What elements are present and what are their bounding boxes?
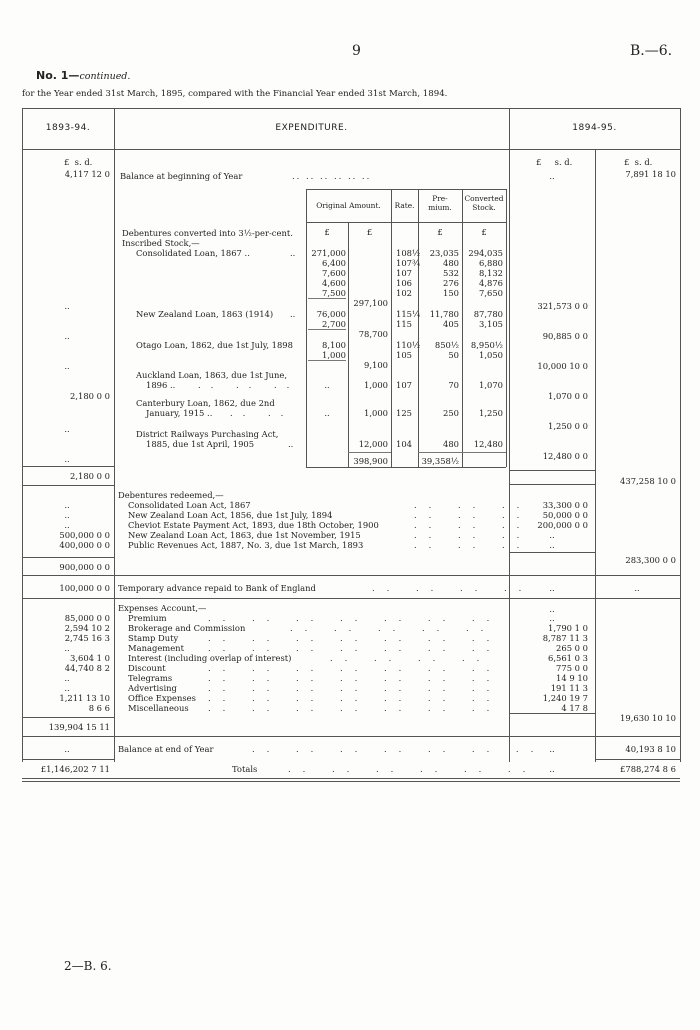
lsd-left: [64, 158, 92, 166]
converted-stock: 8,132: [479, 268, 503, 278]
table-subtitle: for the Year ended 31st March, 1895, compared with the Financial Year ended 31st March, 1894.: [22, 89, 448, 99]
list-item-left: ..: [64, 520, 70, 530]
loan-consolidated-label: Consolidated Loan, 1867 ..: [136, 248, 250, 258]
orig-amount: 271,000: [311, 248, 346, 258]
leader-dots: .. .. .. ..: [330, 653, 492, 663]
loan-auckland-label: Auckland Loan, 1863, due 1st June,: [136, 370, 288, 380]
lsd-pound: £: [624, 157, 630, 167]
list-item: Telegrams: [128, 673, 173, 683]
premium-grand: 39,358½: [421, 456, 459, 466]
converted-stock: 8,950½: [470, 340, 503, 350]
consolidated-total: 321,573 0 0: [537, 301, 588, 311]
list-item-right: 1,790 1 0: [548, 623, 588, 633]
rate: 110½: [396, 340, 421, 350]
leader-dots: .. ..: [230, 408, 294, 418]
lsd-pound: £: [536, 157, 542, 167]
redeemed-right-total: 283,300 0 0: [625, 555, 676, 565]
premium: 850½: [434, 340, 459, 350]
list-item-left: 44,740 8 2: [64, 663, 110, 673]
subtotal-amount: 12,000: [358, 439, 388, 449]
list-item-right: 50,000 0 0: [542, 510, 588, 520]
converted-stock: 1,070: [479, 380, 503, 390]
rule-top: [22, 108, 680, 109]
rule: [22, 575, 680, 576]
list-item-right: ..: [549, 530, 555, 540]
lsd-mid: [536, 158, 572, 166]
list-item-right: 14 9 10: [556, 673, 588, 683]
orig-amount: 6,400: [322, 258, 346, 268]
debentures-intro: Debentures converted into 3½-per-cent.: [122, 228, 293, 238]
sub-rule-inner: [348, 222, 349, 467]
leader-dots: .. .. .. .. .. .. ..: [208, 613, 502, 623]
grand-total-mid: ..: [549, 764, 555, 774]
leader-dots: ..: [288, 439, 294, 449]
sub-underline: [308, 360, 346, 361]
list-item: Discount: [128, 663, 166, 673]
list-item-left: 1,211 13 10: [59, 693, 110, 703]
orig-amount: 76,000: [316, 309, 346, 319]
list-item: Premium: [128, 613, 167, 623]
list-item-right: 1,240 19 7: [542, 693, 588, 703]
leader-dots: ..: [290, 309, 296, 319]
lsd-right: [624, 158, 652, 166]
opening-mid: ..: [549, 171, 555, 181]
list-item-left: 8 6 6: [88, 703, 110, 713]
leader-dots: .. .. .. .. .. ..: [292, 171, 372, 181]
list-item-left: ..: [64, 683, 70, 693]
otago-total: 10,000 10 0: [537, 361, 588, 371]
closing-mid: ..: [549, 744, 555, 754]
table-number: [36, 70, 130, 82]
leader-dots: ..: [290, 248, 296, 258]
rule: [22, 598, 680, 599]
list-item-right: 6,561 0 3: [548, 653, 588, 663]
expenses-right-total: 19,630 10 10: [620, 713, 676, 723]
subtotal-grand: 398,900: [353, 456, 388, 466]
loan-nz-label: New Zealand Loan, 1863 (1914): [136, 309, 274, 319]
list-item-left: 3,604 1 0: [70, 653, 110, 663]
sub-head-original: Original Amount.: [316, 201, 381, 210]
sub-rule-top: [306, 189, 506, 190]
lsd-pence: d.: [564, 157, 573, 167]
list-item-right: 8,787 11 3: [542, 633, 588, 643]
lsd-pence: d.: [84, 157, 93, 167]
left-empty: ..: [64, 301, 70, 311]
closing-label: Balance at end of Year: [118, 744, 214, 754]
rule: [509, 713, 595, 714]
leader-dots: .. .. ..: [414, 510, 532, 520]
document-code: B.—6.: [630, 43, 673, 59]
converted-stock: 3,105: [479, 319, 503, 329]
sub-pound: £: [481, 227, 487, 237]
sub-pound: £: [366, 227, 373, 237]
rule: [22, 717, 114, 718]
leader-dots: .. .. .. .. .. .. ..: [208, 673, 502, 683]
converted-stock: 12,480: [473, 439, 503, 449]
grand-total-label: Totals: [232, 764, 258, 774]
rate: 107: [396, 268, 412, 278]
sub-rule-bottom: [306, 467, 506, 468]
list-item-right: ..: [549, 613, 555, 623]
premium: 70: [448, 380, 459, 390]
list-item-left: 500,000 0 0: [59, 530, 110, 540]
list-item: Consolidated Loan Act, 1867: [128, 500, 251, 510]
converted-stock: 6,880: [479, 258, 503, 268]
footer-code: 2—B. 6.: [64, 959, 112, 973]
empty-cell: ..: [324, 380, 330, 390]
opening-label: Balance at beginning of Year: [120, 171, 243, 181]
grand-total-left: £1,146,202 7 11: [40, 764, 110, 774]
page-number: 9: [352, 43, 361, 59]
sub-head-rate: Rate.: [394, 201, 415, 210]
auckland-total: 1,070 0 0: [548, 391, 588, 401]
sub-underline: [308, 329, 346, 330]
orig-amount: 8,100: [322, 340, 346, 350]
rate: 125: [396, 408, 412, 418]
converted-stock: 7,650: [479, 288, 503, 298]
leader-dots: .. .. ..: [414, 500, 532, 510]
converted-stock: 1,250: [479, 408, 503, 418]
converted-stock: 87,780: [473, 309, 503, 319]
list-item: Advertising: [128, 683, 177, 693]
left-empty: ..: [64, 331, 70, 341]
sub-rule-e: [506, 189, 507, 467]
converted-stock: 1,050: [479, 350, 503, 360]
rule: [22, 557, 114, 558]
rule: [509, 484, 595, 485]
sub-head-premium: Pre- mium.: [428, 194, 452, 212]
list-item-right: 200,000 0 0: [537, 520, 588, 530]
premium: 532: [443, 268, 459, 278]
rule: [22, 485, 114, 486]
lsd-pound: £: [64, 157, 70, 167]
list-item: Miscellaneous: [128, 703, 189, 713]
sub-pound: £: [437, 227, 443, 237]
opening-left: 4,117 12 0: [64, 169, 110, 179]
subtotal-amount: 9,100: [364, 360, 388, 370]
sub-pound: £: [324, 227, 330, 237]
rate: 106: [396, 278, 412, 288]
leader-dots: .. .. .. .. .. ..: [288, 764, 538, 774]
lsd-shilling: s.: [554, 157, 562, 167]
leader-dots: .. .. ..: [414, 530, 532, 540]
list-item: Public Revenues Act, 1887, No. 3, due 1st March, 1893: [128, 540, 364, 550]
sub-underline: [308, 298, 346, 299]
rule-col3: [595, 150, 596, 762]
list-item-right: 33,300 0 0: [542, 500, 588, 510]
leader-dots: .. .. .. .. ..: [290, 623, 496, 633]
expenses-heading: Expenses Account,—: [118, 603, 207, 613]
rule-bottom: [22, 778, 680, 779]
rate: 115: [396, 319, 412, 329]
leader-dots: .. .. .. .. .. .. ..: [208, 633, 502, 643]
leader-dots: .. .. .. ..: [372, 583, 534, 593]
orig-amount: 2,700: [322, 319, 346, 329]
district-total: 12,480 0 0: [542, 451, 588, 461]
redeemed-heading: Debentures redeemed,—: [118, 490, 224, 500]
list-item: Brokerage and Commission: [128, 623, 246, 633]
list-item-left: 2,594 10 2: [64, 623, 110, 633]
leader-dots: .. .. ..: [414, 520, 532, 530]
rate: 107¾: [396, 258, 421, 268]
leader-dots: .. .. ..: [198, 380, 300, 390]
list-item-left: ..: [64, 510, 70, 520]
expenses-left-total: 139,904 15 11: [48, 722, 110, 732]
loan-district-label: District Railways Purchasing Act,: [136, 429, 279, 439]
closing-right: 40,193 8 10: [625, 744, 676, 754]
premium: 50: [448, 350, 459, 360]
list-item-right: 191 11 3: [550, 683, 588, 693]
sub-rule-b: [391, 189, 392, 467]
left-empty: ..: [64, 454, 70, 464]
sub-head-converted: Converted Stock.: [464, 194, 504, 212]
premium: 405: [443, 319, 459, 329]
rule-col2: [509, 108, 510, 762]
orig-amount: 7,500: [322, 288, 346, 298]
empty-cell: ..: [324, 408, 330, 418]
list-item-left: ..: [64, 673, 70, 683]
list-item-left: 2,745 16 3: [64, 633, 110, 643]
table-number-label: No. 1—: [36, 69, 80, 82]
leader-dots: .. .. .. .. .. .. ..: [252, 744, 546, 754]
rule: [595, 759, 680, 760]
premium: 11,780: [429, 309, 459, 319]
temporary-mid: ..: [549, 583, 555, 593]
rule: [22, 466, 114, 467]
col-heading-expenditure: EXPENDITURE.: [275, 123, 348, 133]
canterbury-total: 1,250 0 0: [548, 421, 588, 431]
sub-rule-header: [306, 222, 506, 223]
leader-dots: .. .. .. .. .. .. ..: [208, 663, 502, 673]
closing-left: ..: [64, 744, 70, 754]
rule: [22, 759, 114, 760]
grand-total-right: £788,274 8 6: [620, 764, 676, 774]
sub-underline: [348, 452, 391, 453]
loan-canterbury-label: January, 1915 ..: [146, 408, 213, 418]
premium: 480: [443, 439, 459, 449]
premium: 480: [443, 258, 459, 268]
rate: 115¼: [396, 309, 421, 319]
temporary-right: ..: [634, 583, 640, 593]
right-empty: ..: [549, 604, 555, 614]
rule-header: [22, 149, 680, 150]
col-heading-1894: 1894-95.: [572, 123, 617, 133]
rule-col1: [114, 108, 115, 762]
rate: 107: [396, 380, 412, 390]
redeemed-left-total: 900,000 0 0: [59, 562, 110, 572]
temporary-left: 100,000 0 0: [59, 583, 110, 593]
converted-stock: 4,876: [479, 278, 503, 288]
debentures-right-total: 437,258 10 0: [620, 476, 676, 486]
premium: 150: [443, 288, 459, 298]
sub-underline: [418, 452, 506, 453]
leader-dots: .. .. .. .. .. .. ..: [208, 693, 502, 703]
list-item-left: ..: [64, 643, 70, 653]
loan-auckland-label: 1896 ..: [146, 380, 176, 390]
list-item-left: 400,000 0 0: [59, 540, 110, 550]
rule: [509, 470, 595, 471]
list-item-left: 85,000 0 0: [64, 613, 110, 623]
loan-otago-label: Otago Loan, 1862, due 1st July, 1898: [136, 340, 293, 350]
leader-dots: .. .. .. .. .. .. ..: [208, 643, 502, 653]
leader-dots: .. .. ..: [414, 540, 532, 550]
list-item-right: 265 0 0: [556, 643, 588, 653]
opening-right: 7,891 18 10: [625, 169, 676, 179]
converted-stock: 294,035: [468, 248, 503, 258]
orig-amount: 1,000: [322, 350, 346, 360]
debentures-left-total: 2,180 0 0: [70, 471, 110, 481]
subtotal-amount: 78,700: [358, 329, 388, 339]
rule-bottom-double: [22, 781, 680, 782]
rule-right: [680, 108, 681, 762]
list-item: New Zealand Loan Act, 1856, due 1st July, 1894: [128, 510, 333, 520]
left-empty: ..: [64, 424, 70, 434]
list-item: New Zealand Loan Act, 1863, due 1st November, 1915: [128, 530, 361, 540]
continued-label: continued.: [79, 71, 131, 82]
list-item: Office Expenses: [128, 693, 196, 703]
premium: 250: [443, 408, 459, 418]
rate: 105: [396, 350, 412, 360]
rule-left: [22, 108, 23, 762]
temporary-label: Temporary advance repaid to Bank of England: [118, 583, 316, 593]
nz-loan-total: 90,885 0 0: [542, 331, 588, 341]
lsd-pence: d.: [644, 157, 653, 167]
rule: [509, 552, 595, 553]
list-item-left: ..: [64, 500, 70, 510]
rule: [22, 736, 680, 737]
subtotal-amount: 1,000: [364, 380, 388, 390]
list-item: Management: [128, 643, 184, 653]
orig-amount: 4,600: [322, 278, 346, 288]
list-item: Interest (including overlap of interest): [128, 653, 292, 663]
orig-amount: 7,600: [322, 268, 346, 278]
debentures-intro: Inscribed Stock,—: [122, 238, 200, 248]
premium: 276: [443, 278, 459, 288]
col-heading-1893: 1893-94.: [45, 123, 91, 133]
leader-dots: .. .. .. .. .. .. ..: [208, 703, 502, 713]
rate: 108½: [396, 248, 421, 258]
leader-dots: .. .. .. .. .. .. ..: [208, 683, 502, 693]
subtotal-amount: 297,100: [353, 298, 388, 308]
loan-canterbury-label: Canterbury Loan, 1862, due 2nd: [136, 398, 275, 408]
subtotal-amount: 1,000: [364, 408, 388, 418]
list-item: Stamp Duty: [128, 633, 179, 643]
rate: 102: [396, 288, 412, 298]
list-item: Cheviot Estate Payment Act, 1893, due 18th October, 1900: [128, 520, 379, 530]
premium: 23,035: [429, 248, 459, 258]
loan-district-label: 1885, due 1st April, 1905: [146, 439, 255, 449]
lsd-shilling: s.: [634, 157, 642, 167]
list-item-right: 775 0 0: [556, 663, 588, 673]
lsd-shilling: s.: [74, 157, 82, 167]
list-item-right: 4 17 8: [561, 703, 588, 713]
left-empty: ..: [64, 361, 70, 371]
rate: 104: [396, 439, 412, 449]
list-item-right: ..: [549, 540, 555, 550]
auckland-left: 2,180 0 0: [70, 391, 110, 401]
